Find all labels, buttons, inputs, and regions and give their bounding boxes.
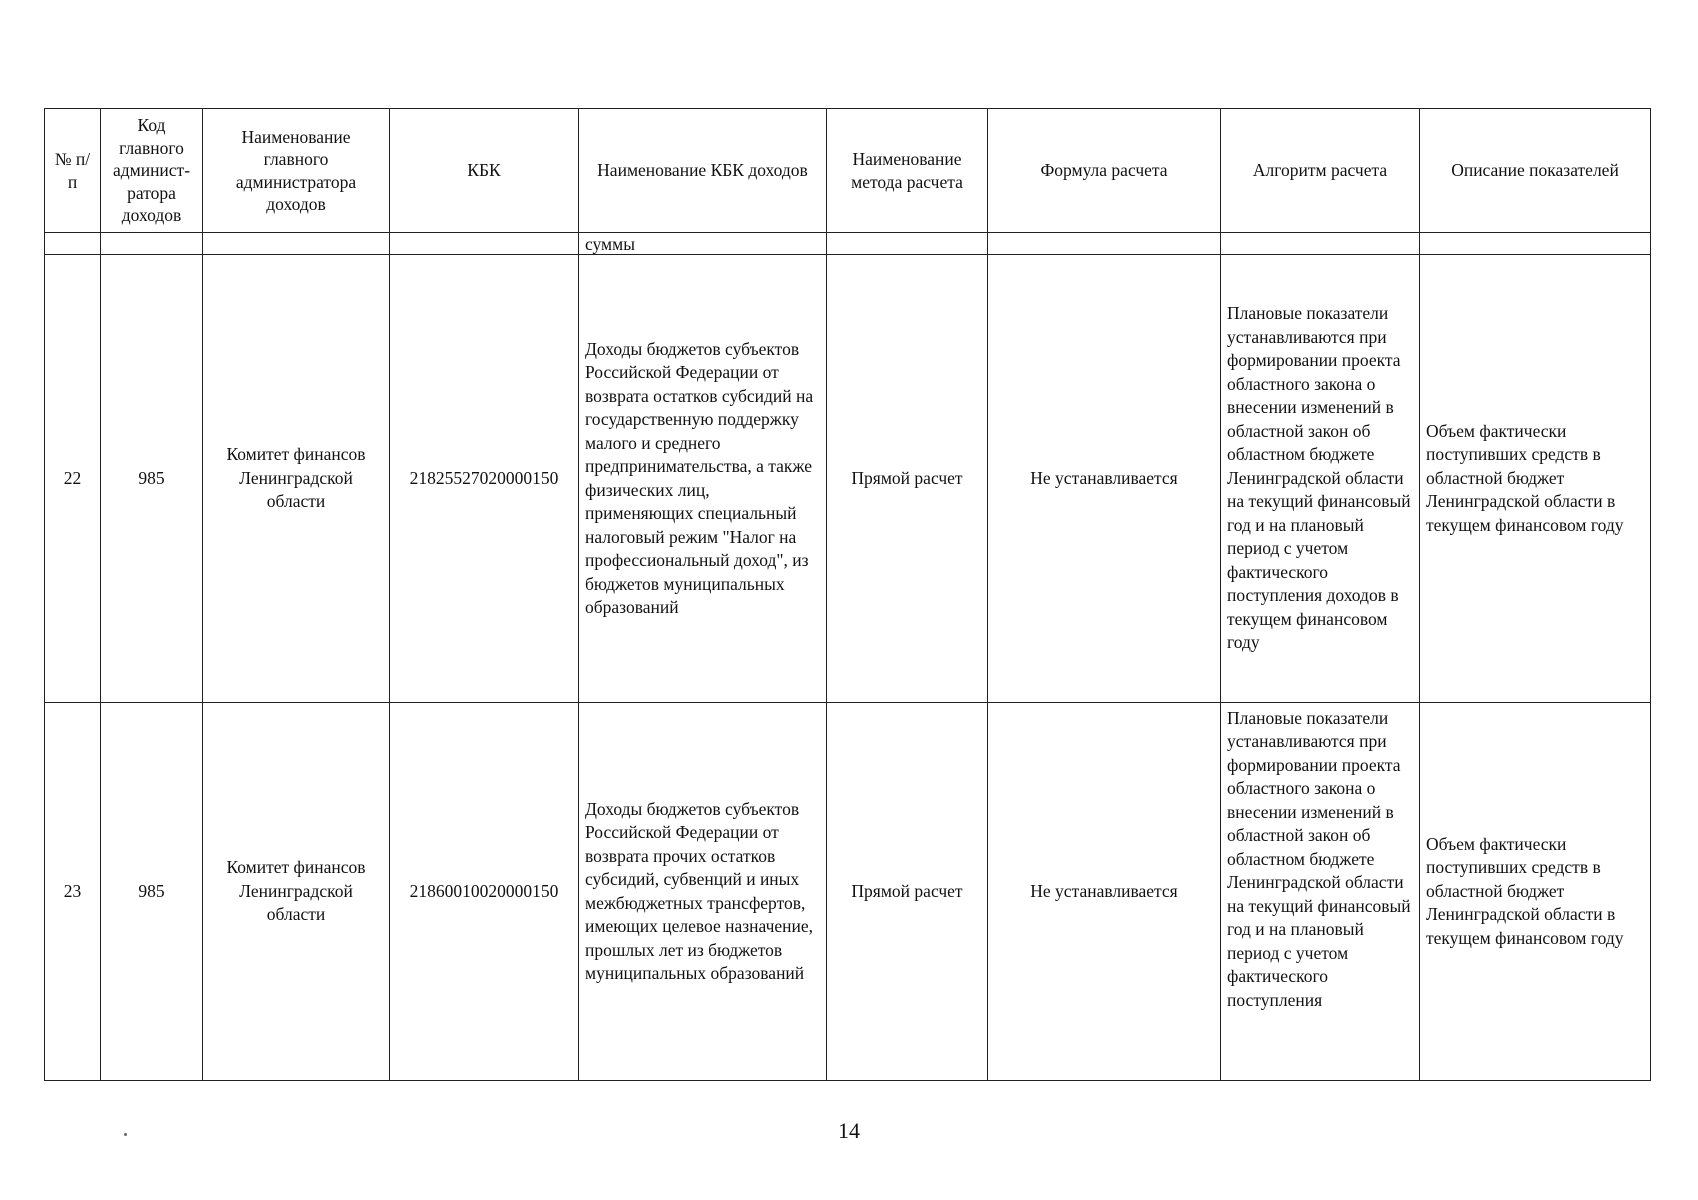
row-description: Объем фактически поступивших средств в областной бюджет Ленинградской области в текущем финансовом году [1420, 255, 1651, 703]
revenue-methods-table [44, 108, 1651, 1081]
row-admin-name: Комитет финансов Ленинградской области [203, 255, 390, 703]
row-admin-name: Комитет финансов Ленинградской области [203, 703, 390, 1081]
header-admin-name: Наименование главного администратора доходов [203, 109, 390, 233]
row-method: Прямой расчет [827, 255, 988, 703]
header-description: Описание показателей [1420, 109, 1651, 233]
header-method: Наименование метода расчета [827, 109, 988, 233]
table-row [45, 703, 1651, 1081]
row-num: 22 [45, 255, 101, 703]
row-num: 23 [45, 703, 101, 1081]
row-formula: Не устанавливается [988, 255, 1221, 703]
header-kbk-name: Наименование КБК доходов [579, 109, 827, 233]
continuation-row [45, 233, 1651, 255]
header-formula: Формула расчета [988, 109, 1221, 233]
table-header-row [45, 109, 1651, 233]
row-kbk-name: Доходы бюджетов субъектов Российской Федерации от возврата прочих остатков субсидий, субвенций и иных межбюджетных трансфертов, имеющих целевое назначение, прошлых лет из бюджетов муниципальных образований [579, 703, 827, 1081]
header-admin-code: Код главного админист-ратора доходов [101, 109, 203, 233]
row-method: Прямой расчет [827, 703, 988, 1081]
page-number: 14 [838, 1118, 860, 1143]
row-admin-code: 985 [101, 703, 203, 1081]
row-kbk: 21825527020000150 [390, 255, 579, 703]
table-row [45, 255, 1651, 703]
header-algorithm: Алгоритм расчета [1221, 109, 1420, 233]
row-algorithm-text: Плановые показатели устанавливаются при формировании проекта областного закона о внесении изменений в областной закон об областном бюджете Ленинградской области на текущий финансовый год и на плановый период с учетом фактического поступления [1227, 707, 1411, 1010]
row-description: Объем фактически поступивших средств в областной бюджет Ленинградской области в текущем финансовом году [1420, 703, 1651, 1081]
row-admin-code: 985 [101, 255, 203, 703]
header-kbk: КБК [390, 109, 579, 233]
continuation-text: суммы [579, 233, 827, 255]
row-kbk-name: Доходы бюджетов субъектов Российской Федерации от возврата остатков субсидий на государственную поддержку малого и среднего предпринимательства, а также физических лиц, применяющих специальный налоговый режим "Налог на профессиональный доход", из бюджетов муниципальных образований [579, 255, 827, 703]
header-num: № п/п [45, 109, 101, 233]
row-algorithm: Плановые показатели устанавливаются при формировании проекта областного закона о внесении изменений в областной закон об областном бюджете Ленинградской области на текущий финансовый год и на плановый период с учетом фактического поступления доходов в текущем финансовом году [1221, 255, 1420, 703]
row-algorithm [1221, 703, 1420, 1081]
row-kbk: 21860010020000150 [390, 703, 579, 1081]
row-formula: Не устанавливается [988, 703, 1221, 1081]
